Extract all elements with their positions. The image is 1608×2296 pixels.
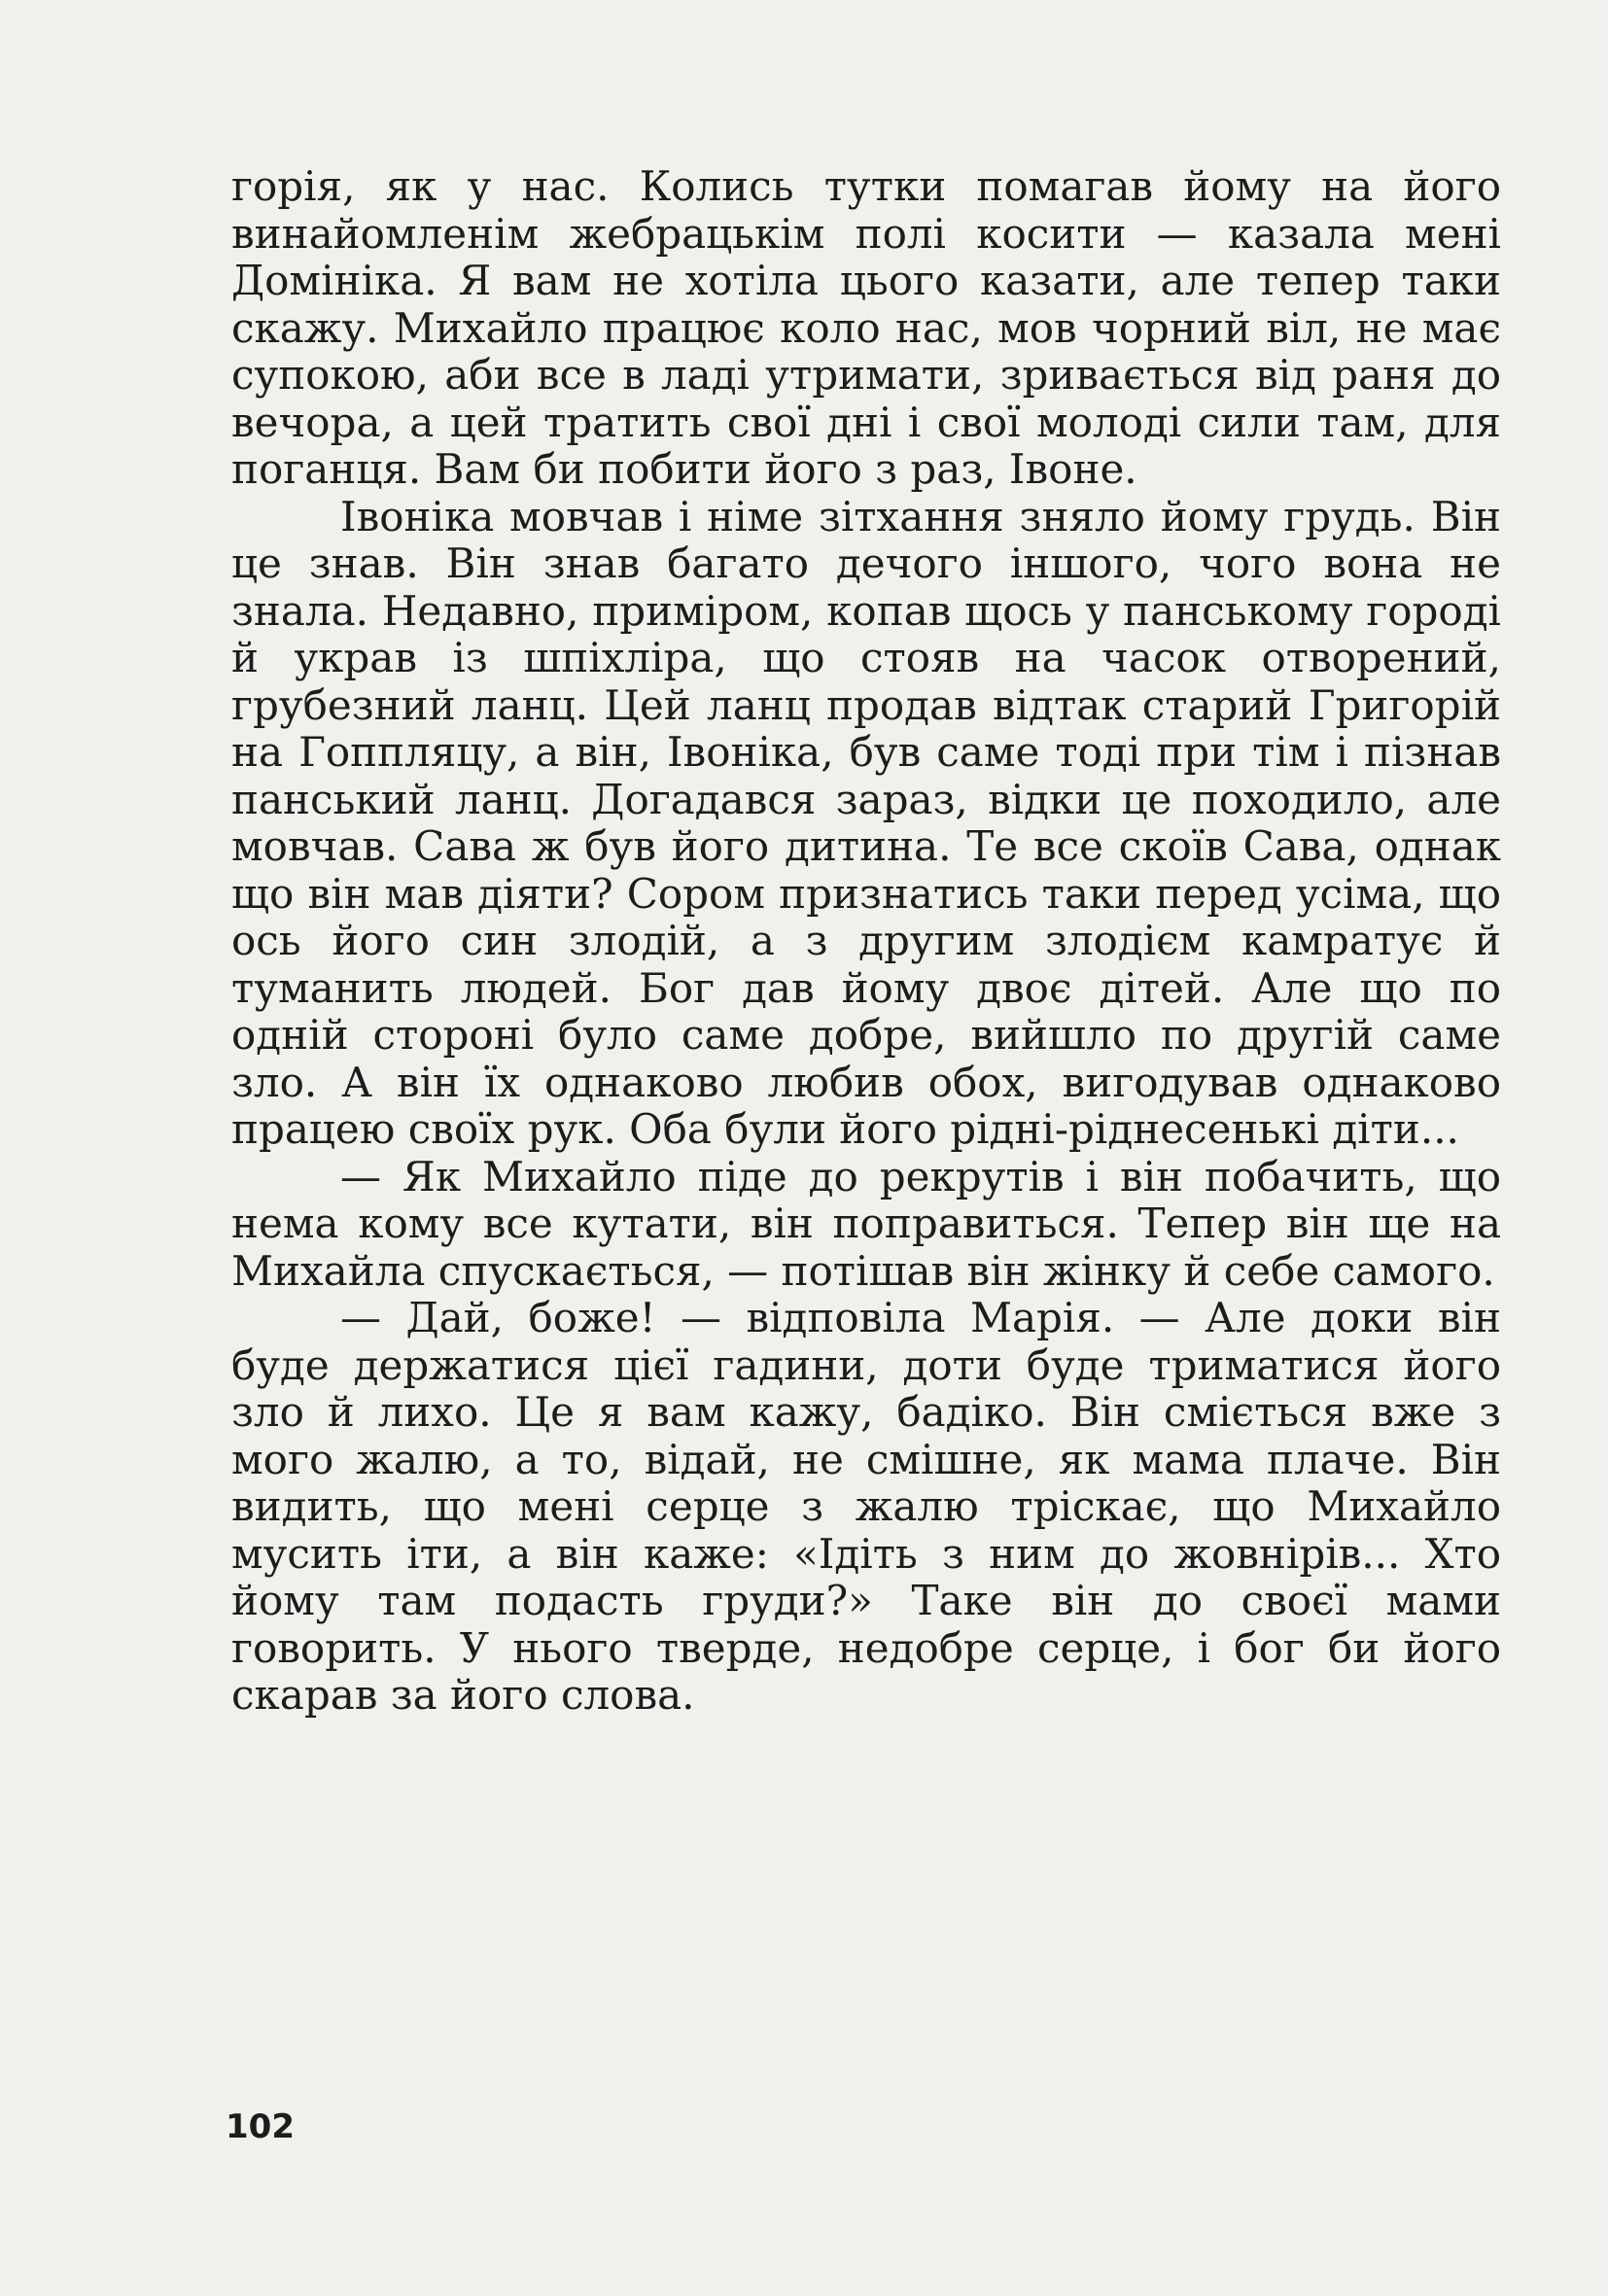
paragraph-4: — Дай, боже! — відповіла Марія. — Але доки він буде держатися цієї гадини, доти буде триматися його зло й лихо. Це я вам кажу, бадіко. Він сміється вже з мого жалю, а то, відай, не смішне, як мама плаче. Він видить, що мені серце з жалю тріскає, що Михайло мусить іти, а він каже: «Ідіть з ним до жовнірів... Хто йому там подасть груди?» Таке він до своєї мами говорить. У нього тверде, недобре серце, і бог би його скарав за його слова. <box>231 1294 1501 1719</box>
paragraph-3: — Як Михайло піде до рекрутів і він побачить, що нема кому все кутати, він поправиться. Тепер він ще на Михайла спускається, — потішав він жінку й себе самого. <box>231 1152 1501 1295</box>
page-number: 102 <box>226 2107 295 2146</box>
body-text <box>231 163 1501 1720</box>
paragraph-1: горія, як у нас. Колись тутки помагав йому на його винайомленім жебрацькім полі косити — казала мені Домініка. Я вам не хотіла цього казати, але тепер таки скажу. Михайло працює коло нас, мов чорний віл, не має супокою, аби все в ладі утримати, зривається від раня до вечора, а цей тратить свої дні і свої молоді сили там, для поганця. Вам би побити його з раз, Івоне. <box>231 162 1501 493</box>
paragraph-2: Івоніка мовчав і німе зітхання зняло йому грудь. Він це знав. Він знав багато дечого іншого, чого вона не знала. Недавно, приміром, копав щось у панському городі й украв із шпіхліра, що стояв на часок отворений, грубезний ланц. Цей ланц продав відтак старий Григорій на Гоппляцу, а він, Івоніка, був саме тоді при тім і пізнав панський ланц. Догадався зараз, відки це походило, але мовчав. Сава ж був його дитина. Те все скоїв Сава, однак що він мав діяти? Сором признатись таки перед усіма, що ось його син злодій, а з другим злодієм камратує й туманить людей. Бог дав йому двоє дітей. Але що по одній стороні було саме добре, вийшло по другій саме зло. А він їх однаково любив обох, вигодував однаково працею своїх рук. Оба були його рідні-ріднесенькі діти... <box>231 492 1501 1153</box>
